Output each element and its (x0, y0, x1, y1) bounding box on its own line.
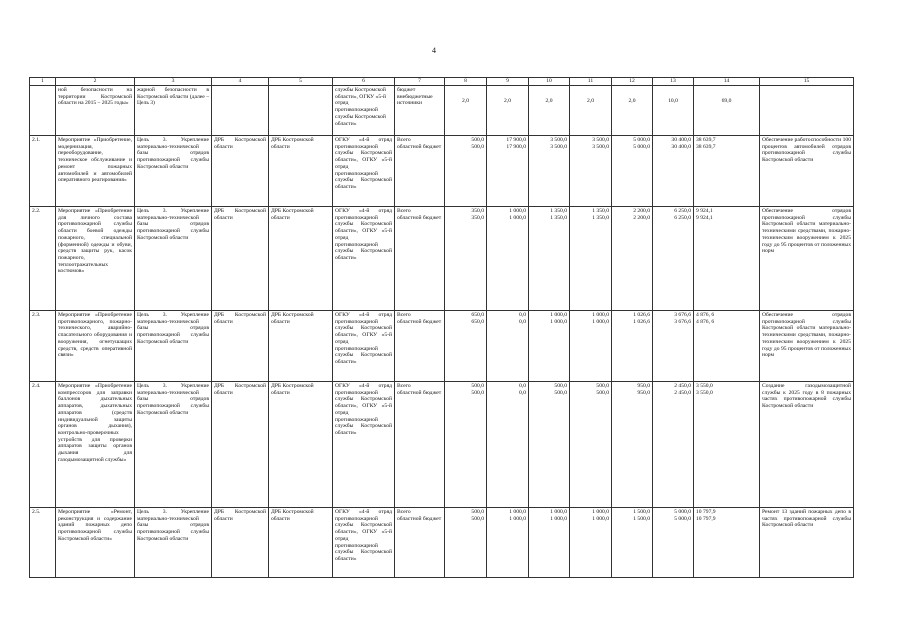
amount-total: 1 500,0 (633, 509, 650, 515)
funding-source: внебюджетные источники (397, 93, 433, 107)
amount-regional-budget: 500,0 (471, 143, 484, 150)
funding-source-cell (395, 207, 445, 311)
amount-regional-budget: 500,0 (596, 389, 609, 396)
amount-total: 1 000,0 (592, 312, 609, 318)
amount-total: 500,0 (471, 383, 484, 389)
amount-regional-budget: 5 000,0 (674, 515, 691, 522)
result-cell: Обеспечение работоспособности 100 процентов автомобилей отрядов противопожарной службы Костромской области (760, 136, 854, 207)
measure-name-cell: Мероприятие «Приобретение для личного состава противопожарной службы области боевой одежды пожарного, специальной (форменной) одежды и обуви, средств защиты рук, касок пожарного, теплоотражательных костюмов» (56, 207, 135, 311)
row-number-cell: 2.3. (30, 311, 56, 382)
funding-source: Всего (397, 208, 411, 214)
measure-row (30, 382, 854, 508)
measure-row (30, 207, 854, 311)
column-number: 11 (570, 78, 612, 86)
measure-row (30, 136, 854, 207)
coordinator-cell: ДРБ Костромской области (212, 382, 269, 508)
coordinator-cell: ДРБ Костромской области (212, 508, 269, 578)
column-number: 1 (30, 78, 56, 86)
amount-regional-budget: 1 000,0 (592, 515, 609, 522)
coordinator-cell: ДРБ Костромской области (212, 207, 269, 311)
amount-total: 0,0 (519, 312, 526, 318)
amount-regional-budget: 650,0 (471, 318, 484, 325)
amount-cell (445, 311, 487, 382)
amount-regional-budget: 1 000,0 (509, 214, 526, 221)
goal-cell: жарной безопасности в Костромской области (далее – Цель 3) (135, 86, 212, 136)
amount-total: 5 000,0 (633, 137, 650, 143)
funding-source-cell (395, 311, 445, 382)
amount-regional-budget: 10 797,9 (696, 515, 716, 522)
amount-cell: 69,0 (694, 86, 760, 136)
amount-regional-budget: 500,0 (471, 389, 484, 396)
amount-cell: 2,0 (529, 86, 570, 136)
amount-regional-budget: 0,0 (519, 318, 526, 325)
measure-name-cell: Мероприятие «Приобретение, модернизация, переоборудование, техническое обслуживание и ремонт пожарных автомобилей и автомобилей оперативного реагирования» (56, 136, 135, 207)
funding-source-cell (395, 86, 445, 136)
amount-regional-budget: 500,0 (471, 515, 484, 522)
amount-total: 3 500,0 (592, 137, 609, 143)
executor-cell: ОГКУ «4-й отряд противопожарной службы Костромской области», ОГКУ «5-й отряд противопожарной службы Костромской области» (333, 508, 395, 578)
funding-source: Всего (397, 137, 411, 143)
column-number: 9 (487, 78, 529, 86)
amount-regional-budget: 9 924,1 (696, 214, 713, 221)
goal-cell: Цель 3. Укрепление материально-технической базы отрядов противопожарной службы Костромской области (135, 508, 212, 578)
amount-total: 4 876, 6 (696, 312, 715, 318)
amount-regional-budget: 1 026,6 (633, 318, 650, 325)
funding-source: областной бюджет (397, 515, 442, 522)
continuation-row (30, 86, 854, 136)
amount-regional-budget: 1 000,0 (592, 318, 609, 325)
amount-regional-budget: 5 000,0 (633, 143, 650, 150)
amount-cell: 2,0 (570, 86, 612, 136)
amount-cell (529, 311, 570, 382)
amount-total: 30 400,0 (671, 137, 691, 143)
amount-cell (570, 382, 612, 508)
amount-regional-budget: 17 900,0 (506, 143, 526, 150)
amount-total: 17 900,0 (506, 137, 526, 143)
amount-total: 6 250,0 (674, 208, 691, 214)
executor-cell: службы Костромской области», ОГКУ «5-й отряд противопожарной службы Костромской области» (333, 86, 395, 136)
row-number-cell: 2.4. (30, 382, 56, 508)
amount-cell (570, 508, 612, 578)
amount-regional-budget: 2 200,0 (633, 214, 650, 221)
amount-total: 950,0 (637, 383, 650, 389)
amount-total: 1 000,0 (509, 509, 526, 515)
amount-total: 1 000,0 (592, 509, 609, 515)
amount-cell (653, 382, 694, 508)
amount-total: 38 639,7 (696, 137, 716, 143)
amount-regional-budget: 1 500,0 (633, 515, 650, 522)
goal-cell: Цель 3. Укрепление материально-технической базы отрядов противопожарной службы Костромской области (135, 207, 212, 311)
coordinator-cell: ДРБ Костромской области (212, 311, 269, 382)
executor-cell: ОГКУ «4-й отряд противопожарной службы Костромской области», ОГКУ «5-й отряд противопожарной службы Костромской области» (333, 136, 395, 207)
amount-total: 3 500,0 (550, 137, 567, 143)
coordinator-cell: ДРБ Костромской области (212, 136, 269, 207)
amount-total: 1 000,0 (509, 208, 526, 214)
goal-cell: Цель 3. Укрепление материально-технической базы отрядов противопожарной службы Костромской области (135, 311, 212, 382)
amount-cell: 2,0 (612, 86, 653, 136)
amount-total: 1 000,0 (550, 509, 567, 515)
amount-cell (694, 508, 760, 578)
funding-source: Всего (397, 509, 411, 515)
amount-cell (445, 508, 487, 578)
amount-regional-budget: 4 876, 6 (696, 318, 715, 325)
responsible-cell: ДРБ Костромской области (269, 311, 333, 382)
funding-source: Всего (397, 312, 411, 318)
executor-cell: ОГКУ «4-й отряд противопожарной службы Костромской области», ОГКУ «5-й отряд противопожарной службы Костромской области» (333, 311, 395, 382)
amount-cell (612, 508, 653, 578)
responsible-cell: ДРБ Костромской области (269, 508, 333, 578)
goal-cell: Цель 3. Укрепление материально-технической базы отрядов противопожарной службы Костромской области (135, 136, 212, 207)
row-number-cell (30, 86, 56, 136)
amount-cell: 2,0 (487, 86, 529, 136)
amount-total: 650,0 (471, 312, 484, 318)
column-number: 12 (612, 78, 653, 86)
amount-total: 1 026,6 (633, 312, 650, 318)
column-number: 6 (333, 78, 395, 86)
measure-row (30, 311, 854, 382)
measure-name-cell: Мероприятие «Ремонт, реконструкция и содержание зданий пожарных депо противопожарной службы Костромской области» (56, 508, 135, 578)
responsible-cell: ДРБ Костромской области (269, 207, 333, 311)
amount-cell (487, 136, 529, 207)
amount-cell (612, 207, 653, 311)
amount-cell (653, 508, 694, 578)
amount-regional-budget: 0,0 (519, 389, 526, 396)
amount-cell (529, 207, 570, 311)
amount-total: 0,0 (519, 383, 526, 389)
amount-regional-budget: 500,0 (554, 389, 567, 396)
program-table (29, 77, 854, 578)
column-number: 3 (135, 78, 212, 86)
amount-cell (487, 311, 529, 382)
amount-total: 500,0 (471, 509, 484, 515)
column-number: 5 (269, 78, 333, 86)
amount-cell (487, 382, 529, 508)
amount-cell (445, 207, 487, 311)
amount-regional-budget: 3 500,0 (550, 143, 567, 150)
column-number: 13 (653, 78, 694, 86)
column-number: 10 (529, 78, 570, 86)
amount-cell (529, 508, 570, 578)
executor-cell: ОГКУ «4-й отряд противопожарной службы Костромской области», ОГКУ «5-й отряд противопожарной службы Костромской области» (333, 207, 395, 311)
row-number-cell: 2.2. (30, 207, 56, 311)
amount-regional-budget: 3 550,0 (696, 389, 713, 396)
amount-regional-budget: 38 639,7 (696, 143, 716, 150)
amount-cell (570, 207, 612, 311)
responsible-cell: ДРБ Костромской области (269, 136, 333, 207)
amount-total: 500,0 (471, 137, 484, 143)
amount-total: 1 000,0 (550, 312, 567, 318)
amount-cell (694, 136, 760, 207)
column-number: 14 (694, 78, 760, 86)
result-cell: Ремонт 13 зданий пожарных депо в частях противопожарной службы Костромской области (760, 508, 854, 578)
funding-source: областной бюджет (397, 143, 442, 150)
amount-cell (487, 207, 529, 311)
amount-regional-budget: 1 000,0 (550, 318, 567, 325)
amount-cell (694, 382, 760, 508)
funding-source-cell (395, 382, 445, 508)
amount-cell (612, 311, 653, 382)
amount-regional-budget: 950,0 (637, 389, 650, 396)
coordinator-cell (212, 86, 269, 136)
responsible-cell (269, 86, 333, 136)
funding-source: бюджет (397, 87, 416, 93)
column-number: 15 (760, 78, 854, 86)
amount-cell (570, 311, 612, 382)
amount-total: 1 350,0 (592, 208, 609, 214)
amount-regional-budget: 350,0 (471, 214, 484, 221)
amount-cell (694, 207, 760, 311)
funding-source-cell (395, 508, 445, 578)
amount-total: 500,0 (596, 383, 609, 389)
result-cell: Обеспечение отрядов противопожарной службы Костромской области материально-техническими средствами, пожарно-техническим вооружением к 2025 году до 95 процентов от положенных норм (760, 311, 854, 382)
funding-source: областной бюджет (397, 318, 442, 325)
amount-total: 2 200,0 (633, 208, 650, 214)
amount-total: 5 000,0 (674, 509, 691, 515)
measure-name-cell: Мероприятие «Приобретение компрессоров для заправки баллонов дыхательных аппаратов, дыхательных аппаратов (средств индивидуальной защиты органов дыхания), контрольно-проверочных устройств для проверки аппаратов защиты органов дыхания для газодымозащитной службы» (56, 382, 135, 508)
amount-total: 3 550,0 (696, 383, 713, 389)
amount-total: 500,0 (554, 383, 567, 389)
column-number-row (30, 78, 854, 86)
amount-cell (445, 136, 487, 207)
column-number: 4 (212, 78, 269, 86)
amount-total: 350,0 (471, 208, 484, 214)
amount-cell (653, 311, 694, 382)
amount-cell (653, 136, 694, 207)
column-number: 8 (445, 78, 487, 86)
row-number-cell: 2.5. (30, 508, 56, 578)
amount-regional-budget: 1 350,0 (592, 214, 609, 221)
amount-cell (612, 136, 653, 207)
measure-name-cell: Мероприятие «Приобретение противопожарного, пожарно-технического, аварийно-спасательного оборудования и вооружения, огнетушащих средств, средств оперативной связи» (56, 311, 135, 382)
measure-row (30, 508, 854, 578)
amount-total: 9 924,1 (696, 208, 713, 214)
executor-cell: ОГКУ «4-й отряд противопожарной службы Костромской области», ОГКУ «5-й отряд противопожарной службы Костромской области» (333, 382, 395, 508)
amount-cell (529, 136, 570, 207)
amount-regional-budget: 3 500,0 (592, 143, 609, 150)
amount-total: 3 676,6 (674, 312, 691, 318)
row-number-cell: 2.1. (30, 136, 56, 207)
result-cell: Создание газодымозащитной службы к 2025 году в 8 пожарных частях противопожарной службы Костромской области (760, 382, 854, 508)
measure-name-cell: ной безопасности на территории Костромской области на 2015 – 2025 годы» (56, 86, 135, 136)
amount-cell (487, 508, 529, 578)
amount-regional-budget: 1 000,0 (509, 515, 526, 522)
amount-total: 1 350,0 (550, 208, 567, 214)
funding-source: областной бюджет (397, 214, 442, 221)
amount-cell (653, 207, 694, 311)
column-number: 2 (56, 78, 135, 86)
column-number: 7 (395, 78, 445, 86)
amount-regional-budget: 3 676,6 (674, 318, 691, 325)
responsible-cell: ДРБ Костромской области (269, 382, 333, 508)
amount-total: 10 797,9 (696, 509, 716, 515)
amount-cell (694, 311, 760, 382)
amount-cell (529, 382, 570, 508)
amount-cell (445, 382, 487, 508)
amount-regional-budget: 6 250,0 (674, 214, 691, 221)
goal-cell: Цель 3. Укрепление материально-технической базы отрядов противопожарной службы Костромской области (135, 382, 212, 508)
funding-source: областной бюджет (397, 389, 442, 396)
amount-total: 2 450,0 (674, 383, 691, 389)
page-number: 4 (432, 46, 436, 55)
amount-regional-budget: 1 350,0 (550, 214, 567, 221)
funding-source-cell (395, 136, 445, 207)
amount-cell: 10,0 (653, 86, 694, 136)
amount-cell: 2,0 (445, 86, 487, 136)
amount-cell (570, 136, 612, 207)
amount-regional-budget: 30 400,0 (671, 143, 691, 150)
result-cell (760, 86, 854, 136)
funding-source: Всего (397, 383, 411, 389)
result-cell: Обеспечение отрядов противопожарной службы Костромской области материально-техническими средствами, пожарно-техническим вооружением к 2025 году до 95 процентов от положенных норм (760, 207, 854, 311)
amount-regional-budget: 2 450,0 (674, 389, 691, 396)
amount-regional-budget: 1 000,0 (550, 515, 567, 522)
amount-cell (612, 382, 653, 508)
